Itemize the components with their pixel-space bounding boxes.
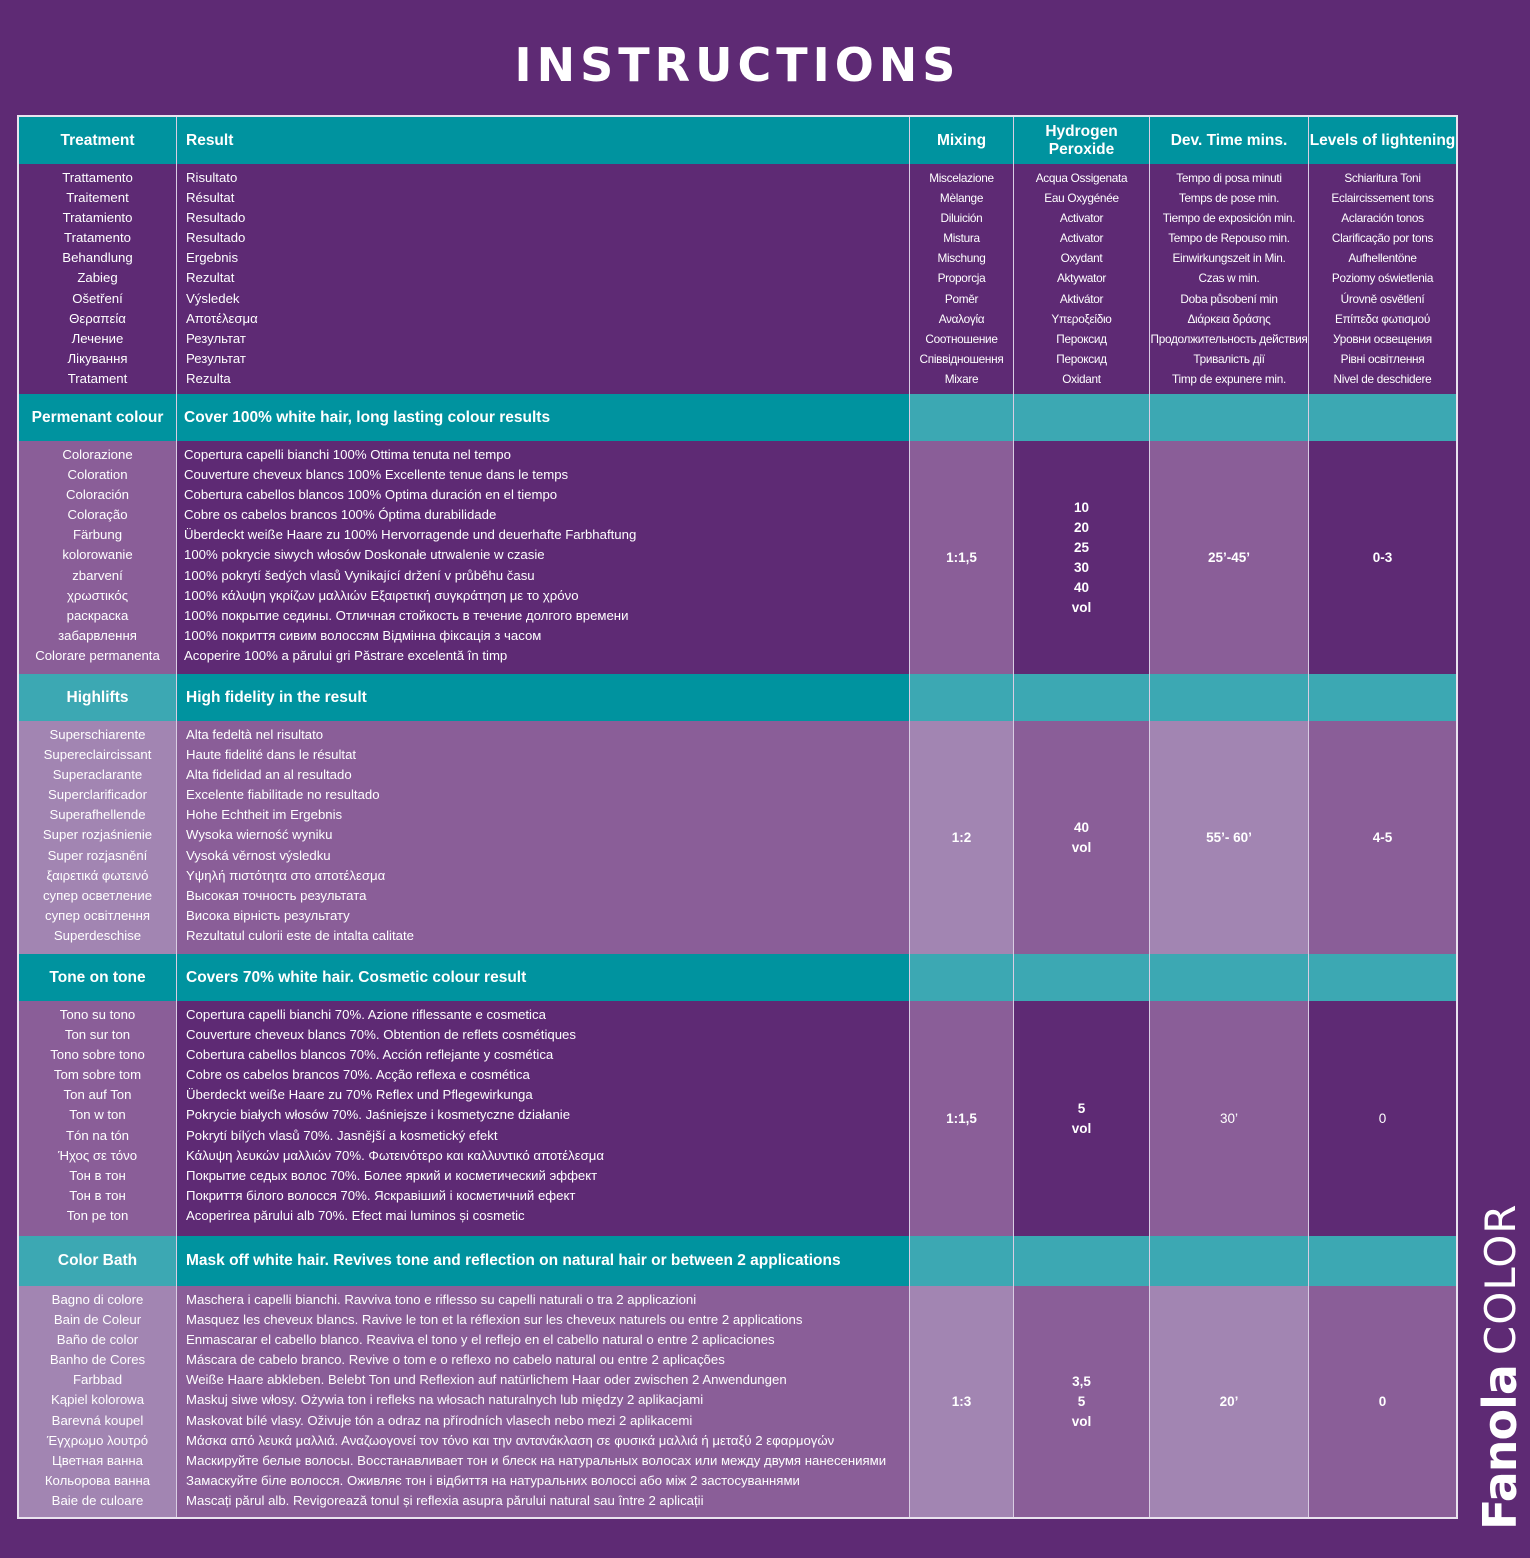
- line-item: Bagno di colore: [51, 1292, 144, 1307]
- section-header-blank: [1014, 394, 1150, 441]
- line-item: Superafhellende: [49, 807, 146, 823]
- section-header-blank: [1014, 1236, 1150, 1286]
- section-header-blank: [1150, 674, 1309, 721]
- line-item: 100% pokrytí šedých vlasů Vynikající držení v průběhu času: [184, 567, 535, 583]
- line-item: zbarvení: [72, 567, 123, 583]
- treatment-names: [19, 1286, 177, 1517]
- line-item: Acqua Ossigenata: [1035, 171, 1128, 185]
- line-item: Tempo de Repouso min.: [1168, 231, 1290, 246]
- line-item: Activator: [1059, 231, 1104, 246]
- section-header-blank: [910, 394, 1014, 441]
- line-item: Tratamento: [64, 230, 131, 246]
- line-item: Hohe Echtheit im Ergebnis: [186, 807, 343, 823]
- line-item: Rezultat: [186, 270, 235, 286]
- line-item: Tempo di posa minuti: [1176, 171, 1282, 185]
- line-item: Poměr: [944, 291, 979, 306]
- line-item: Super rozjasnění: [47, 847, 148, 863]
- line-item: Weiße Haare abkleben. Belebt Ton und Reflexion auf natürlichem Haar oder zwischen 2 Anwendungen: [186, 1372, 787, 1388]
- treatment-names: [19, 1001, 177, 1236]
- line-item: Ton sur ton: [64, 1027, 131, 1043]
- page-title: INSTRUCTIONS: [514, 38, 961, 92]
- line-item: Покриття білого волосся 70%. Яскравіший і косметичний ефект: [186, 1187, 576, 1203]
- line-item: Mascați părul alb. Revigorează tonul și reflexia asupra părului natural sau între 2 aplicații: [186, 1492, 704, 1508]
- line-item: Temps de pose min.: [1178, 191, 1280, 206]
- line-item: 5: [1077, 1393, 1086, 1409]
- brand-logo: [1470, 1200, 1530, 1530]
- line-item: Activator: [1059, 211, 1104, 226]
- line-item: Kąpiel kolorowa: [50, 1392, 145, 1408]
- line-item: Maschera i capelli bianchi. Ravviva tono e riflesso su capelli naturali o tra 2 applicazioni: [186, 1292, 697, 1307]
- section-header-blank: [1150, 394, 1309, 441]
- line-item: Θεραπεία: [69, 310, 126, 326]
- header-levels: Levels of lightening: [1309, 117, 1456, 164]
- levels-value: 0: [1309, 1286, 1456, 1517]
- section-header-blank: [1150, 1236, 1309, 1286]
- line-item: Resultado: [186, 210, 246, 226]
- line-item: Έγχρωμο λουτρό: [46, 1432, 149, 1448]
- line-item: Excelente fiabilitade no resultado: [186, 787, 380, 803]
- line-item: Resultado: [186, 230, 246, 246]
- line-item: Poziomy oświetlenia: [1331, 271, 1434, 286]
- translations-devtime: [1150, 164, 1309, 394]
- levels-value: 0-3: [1309, 441, 1456, 674]
- translations-result: [177, 164, 910, 394]
- line-item: Farbbad: [72, 1372, 123, 1388]
- line-item: Úrovně osvětlení: [1340, 291, 1425, 306]
- line-item: Κάλυψη λευκών μαλλιών 70%. Φωτεινότερο και καλλυντικό αποτέλεσμα: [186, 1147, 604, 1163]
- line-item: Oxydant: [1060, 251, 1103, 266]
- mixing-value: 1:1,5: [910, 1001, 1014, 1236]
- line-item: Proporcja: [937, 271, 986, 286]
- section-header-blank: [1309, 1236, 1456, 1286]
- line-item: vol: [1071, 839, 1092, 855]
- line-item: Aclaración tonos: [1341, 211, 1424, 226]
- line-item: супер осветление: [42, 887, 153, 903]
- line-item: Colorazione: [62, 447, 133, 462]
- section-header-blank: [1014, 674, 1150, 721]
- line-item: Результат: [186, 350, 246, 366]
- line-item: Couverture cheveux blancs 100% Excellente tenue dans le temps: [184, 467, 569, 483]
- line-item: Acoperirea părului alb 70%. Efect mai luminos și cosmetic: [186, 1207, 525, 1223]
- line-item: Coloración: [65, 487, 130, 503]
- section-header-blank: [1309, 954, 1456, 1001]
- line-item: Pokrytí bílých vlasů 70%. Jasnější a kosmetický efekt: [186, 1127, 498, 1143]
- mixing-value: 1:2: [910, 721, 1014, 954]
- line-item: Pokrycie białych włosów 70%. Jaśniejsze i kosmetyczne działanie: [186, 1107, 571, 1123]
- line-item: Тон в тон: [69, 1167, 126, 1183]
- line-item: Vysoká věrnost výsledku: [186, 847, 331, 863]
- line-item: 10: [1073, 499, 1089, 515]
- devtime-value: 20’: [1150, 1286, 1309, 1517]
- levels-value: 4-5: [1309, 721, 1456, 954]
- translations-mixing: [910, 164, 1014, 394]
- line-item: Цветная ванна: [51, 1452, 144, 1468]
- line-item: Baie de culoare: [51, 1492, 144, 1508]
- line-item: 100% κάλυψη γκρίζων μαλλιών Εξαιρετική συγκράτηση με το χρόνο: [184, 587, 579, 603]
- line-item: Tiempo de exposición min.: [1162, 211, 1296, 226]
- result-lines: [177, 1286, 910, 1517]
- section-header-highlifts: [19, 674, 1456, 722]
- line-item: 5: [1077, 1100, 1086, 1116]
- line-item: Oxidant: [1062, 371, 1101, 386]
- table-header-row: [19, 117, 1456, 165]
- line-item: vol: [1071, 599, 1092, 615]
- line-item: Coloration: [67, 467, 128, 483]
- line-item: Doba působení min: [1180, 291, 1278, 306]
- line-item: 25: [1073, 539, 1089, 555]
- line-item: Bain de Coleur: [53, 1312, 142, 1328]
- line-item: 20: [1073, 519, 1089, 535]
- line-item: Einwirkungszeit in Min.: [1172, 251, 1286, 266]
- section-header-blank: [1150, 954, 1309, 1001]
- line-item: Уровни освещения: [1333, 331, 1432, 346]
- line-item: Mèlange: [939, 191, 984, 206]
- line-item: Maskuj siwe włosy. Ożywia ton i refleks na włosach naturalnych lub między 2 aplikacjami: [186, 1392, 704, 1408]
- line-item: Υψηλή πιστότητα στο αποτέλεσμα: [186, 867, 386, 883]
- line-item: Лікування: [67, 350, 128, 366]
- line-item: Acoperire 100% a părului gri Păstrare excelentă în timp: [184, 647, 508, 663]
- section-header-permanent: [19, 394, 1456, 442]
- line-item: Risultato: [186, 170, 238, 185]
- result-lines: [177, 441, 910, 674]
- line-item: 40: [1073, 579, 1089, 595]
- line-item: vol: [1071, 1413, 1092, 1429]
- header-mixing: Mixing: [910, 117, 1014, 164]
- line-item: Продолжительность действия: [1150, 331, 1308, 346]
- line-item: kolorowanie: [62, 547, 133, 563]
- line-item: Banho de Cores: [49, 1352, 146, 1368]
- line-item: Μάσκα από λευκά μαλλιά. Αναζωογονεί τον τόνο και την αντανάκλαση σε φυσικά μαλλιά ή μεταξύ 2 εφαρμογών: [186, 1432, 835, 1448]
- line-item: Rezultatul culorii este de intalta calitate: [186, 927, 414, 943]
- treatment-names: [19, 721, 177, 954]
- line-item: Timp de expunere min.: [1172, 371, 1286, 386]
- section-header-blank: [910, 1236, 1014, 1286]
- line-item: Тон в тон: [69, 1187, 126, 1203]
- translations-treatment: [19, 164, 177, 394]
- section-body-permanent: [19, 441, 1456, 676]
- line-item: Colorare permanenta: [35, 647, 160, 663]
- line-item: Zabieg: [77, 270, 118, 286]
- line-item: Ton w ton: [69, 1107, 126, 1123]
- line-item: Enmascarar el cabello blanco. Reaviva el tono y el reflejo en el cabello natural o entre 2 aplicaciones: [186, 1332, 775, 1348]
- line-item: Mistura: [943, 231, 980, 246]
- line-item: Wysoka wierność wyniku: [186, 827, 333, 843]
- line-item: Aktivátor: [1059, 291, 1104, 306]
- line-item: 100% покрытие седины. Отличная стойкость в течение долгого времени: [184, 607, 629, 623]
- line-item: Superdeschise: [53, 927, 142, 943]
- line-item: Superaclarante: [52, 767, 143, 783]
- peroxide-value: [1014, 441, 1150, 674]
- section-body-tone-on-tone: [19, 1001, 1456, 1238]
- line-item: Copertura capelli bianchi 70%. Azione riflessante e cosmetica: [186, 1007, 546, 1022]
- section-header-blank: [910, 674, 1014, 721]
- line-item: Ton pe ton: [66, 1207, 129, 1223]
- line-item: 100% pokrycie siwych włosów Doskonałe utrwalenie w czasie: [184, 547, 545, 563]
- line-item: Couverture cheveux blancs 70%. Obtention de reflets cosmétiques: [186, 1027, 576, 1043]
- line-item: Высокая точность результата: [186, 887, 367, 903]
- section-headline: Covers 70% white hair. Cosmetic colour result: [177, 954, 910, 1001]
- line-item: Покрытие седых волос 70%. Более яркий и косметический эффект: [186, 1167, 598, 1183]
- line-item: Behandlung: [62, 250, 133, 266]
- line-item: Alta fedeltà nel risultato: [186, 727, 324, 742]
- line-item: Υπεροξείδιο: [1051, 311, 1112, 326]
- line-item: Résultat: [186, 190, 235, 206]
- line-item: Supereclaircissant: [43, 747, 152, 763]
- line-item: Tono su tono: [59, 1007, 136, 1022]
- devtime-value: 55’- 60’: [1150, 721, 1309, 954]
- brand-sub: COLOR: [1475, 1203, 1525, 1356]
- header-dev-time: Dev. Time mins.: [1150, 117, 1309, 164]
- section-title: Permenant colour: [19, 394, 177, 441]
- line-item: Кольорова ванна: [44, 1472, 151, 1488]
- line-item: Пероксид: [1056, 351, 1107, 366]
- result-lines: [177, 1001, 910, 1236]
- section-title: Tone on tone: [19, 954, 177, 1001]
- line-item: Aktywator: [1056, 271, 1107, 286]
- line-item: Замаскуйте біле волосся. Оживляє тон і відбиття на натуральних волоссі або між 2 застосуваннями: [186, 1472, 800, 1488]
- mixing-value: 1:1,5: [910, 441, 1014, 674]
- devtime-value: 25’-45’: [1150, 441, 1309, 674]
- section-headline: Mask off white hair. Revives tone and reflection on natural hair or between 2 applications: [177, 1236, 910, 1286]
- line-item: Superschiarente: [49, 727, 146, 742]
- line-item: Haute fidelité dans le résultat: [186, 747, 357, 763]
- line-item: Überdeckt weiße Haare zu 100% Hervorragende und deuerhafte Farbhaftung: [184, 527, 637, 543]
- section-headline: High fidelity in the result: [177, 674, 910, 721]
- line-item: Пероксид: [1056, 331, 1107, 346]
- section-headline: Cover 100% white hair, long lasting colour results: [177, 394, 910, 441]
- translations-levels: [1309, 164, 1456, 394]
- line-item: 100% покриття сивим волоссям Відмінна фіксація з часом: [184, 627, 542, 643]
- peroxide-value: [1014, 1001, 1150, 1236]
- line-item: Baño de color: [56, 1332, 139, 1348]
- line-item: раскраска: [66, 607, 129, 623]
- line-item: Máscara de cabelo branco. Revive o tom e o reflexo no cabelo natural ou entre 2 aplicações: [186, 1352, 725, 1368]
- line-item: Miscelazione: [929, 171, 994, 185]
- line-item: Результат: [186, 330, 246, 346]
- treatment-names: [19, 441, 177, 674]
- line-item: Super rozjaśnienie: [42, 827, 153, 843]
- brand-name: Fanola: [1473, 1365, 1527, 1530]
- line-item: Nivel de deschidere: [1333, 371, 1432, 386]
- line-item: χρωστικός: [66, 587, 129, 603]
- line-item: Maskovat bílé vlasy. Oživuje tón a odraz na přírodních vlasech nebo mezi 2 aplikacemi: [186, 1412, 693, 1428]
- translations-row: [19, 164, 1456, 396]
- line-item: Tom sobre tom: [53, 1067, 142, 1083]
- line-item: Rezulta: [186, 370, 231, 386]
- header-treatment: Treatment: [19, 117, 177, 164]
- line-item: Cobre os cabelos brancos 100% Óptima durabilidade: [184, 507, 497, 523]
- section-header-blank: [1014, 954, 1150, 1001]
- mixing-value: 1:3: [910, 1286, 1014, 1517]
- line-item: Überdeckt weiße Haare zu 70% Reflex und Pflegewirkunga: [186, 1087, 533, 1103]
- line-item: Αναλογία: [938, 311, 985, 326]
- line-item: Tón na tón: [65, 1127, 130, 1143]
- line-item: 40: [1073, 819, 1089, 835]
- section-header-blank: [1309, 674, 1456, 721]
- line-item: Copertura capelli bianchi 100% Ottima tenuta nel tempo: [184, 447, 511, 462]
- section-body-highlifts: [19, 721, 1456, 956]
- line-item: Diluición: [940, 211, 983, 226]
- line-item: Тривалість дії: [1193, 351, 1265, 366]
- line-item: Výsledek: [186, 290, 240, 306]
- line-item: Mischung: [937, 251, 986, 266]
- line-item: Рівні освітлення: [1340, 351, 1425, 366]
- line-item: Eclaircissement tons: [1331, 191, 1434, 206]
- section-header-blank: [910, 954, 1014, 1001]
- line-item: Mixare: [944, 371, 979, 386]
- line-item: Ošetření: [72, 290, 123, 306]
- instructions-table: [17, 115, 1458, 1519]
- section-title: Color Bath: [19, 1236, 177, 1286]
- devtime-value: 30’: [1150, 1001, 1309, 1236]
- line-item: Masquez les cheveux blancs. Ravive le ton et la réflexion sur les cheveux naturels ou entre 2 applications: [186, 1312, 803, 1328]
- line-item: Cobertura cabellos blancos 100% Optima duración en el tiempo: [184, 487, 558, 503]
- line-item: Соотношение: [925, 331, 998, 346]
- line-item: Tratamiento: [62, 210, 133, 226]
- line-item: Schiaritura Toni: [1344, 171, 1421, 185]
- line-item: ξαιρετικά φωτεινό: [46, 867, 149, 883]
- line-item: Висока вірність результату: [186, 907, 350, 923]
- line-item: Eau Oxygénée: [1044, 191, 1119, 206]
- line-item: Alta fidelidad an al resultado: [186, 767, 352, 783]
- line-item: Διάρκεια δράσης: [1187, 311, 1271, 326]
- line-item: Επίπεδα φωτισμού: [1335, 311, 1430, 326]
- section-header-blank: [1309, 394, 1456, 441]
- peroxide-value: [1014, 1286, 1150, 1517]
- line-item: Tono sobre tono: [50, 1047, 145, 1063]
- section-title: Highlifts: [19, 674, 177, 721]
- line-item: Маскируйте белые волосы. Восстанавливает тон и блеск на натуральных волосах или между двумя нанесениями: [186, 1452, 887, 1468]
- line-item: Tratament: [67, 370, 128, 386]
- line-item: 30: [1073, 559, 1089, 575]
- line-item: супер освітлення: [44, 907, 150, 923]
- line-item: Trattamento: [62, 170, 133, 185]
- line-item: vol: [1071, 1120, 1092, 1136]
- section-header-color-bath: [19, 1236, 1456, 1287]
- line-item: Clarificação por tons: [1331, 231, 1434, 246]
- line-item: Співвідношення: [919, 351, 1004, 366]
- line-item: Czas w min.: [1198, 271, 1260, 286]
- line-item: Färbung: [72, 527, 123, 543]
- line-item: Cobre os cabelos brancos 70%. Acção reflexa e cosmética: [186, 1067, 530, 1083]
- line-item: Coloração: [67, 507, 128, 523]
- result-lines: [177, 721, 910, 954]
- line-item: Ήχος σε τόνο: [57, 1147, 138, 1163]
- peroxide-value: [1014, 721, 1150, 954]
- line-item: Aufhellentöne: [1348, 251, 1417, 266]
- translations-peroxide: [1014, 164, 1150, 394]
- section-header-tone-on-tone: [19, 954, 1456, 1002]
- line-item: Cobertura cabellos blancos 70%. Acción reflejante y cosmética: [186, 1047, 554, 1063]
- header-result: Result: [177, 117, 910, 164]
- line-item: Αποτέλεσμα: [186, 310, 258, 326]
- line-item: Traitement: [66, 190, 129, 206]
- line-item: Лечение: [71, 330, 124, 346]
- line-item: забарвлення: [58, 627, 137, 643]
- line-item: Superclarificador: [48, 787, 147, 803]
- header-hydrogen-peroxide: Hydrogen Peroxide: [1014, 117, 1150, 164]
- section-body-color-bath: [19, 1286, 1456, 1517]
- line-item: Ton auf Ton: [63, 1087, 132, 1103]
- levels-value: 0: [1309, 1001, 1456, 1236]
- line-item: 3,5: [1072, 1373, 1091, 1389]
- line-item: Ergebnis: [186, 250, 239, 266]
- line-item: Barevná koupel: [51, 1412, 144, 1428]
